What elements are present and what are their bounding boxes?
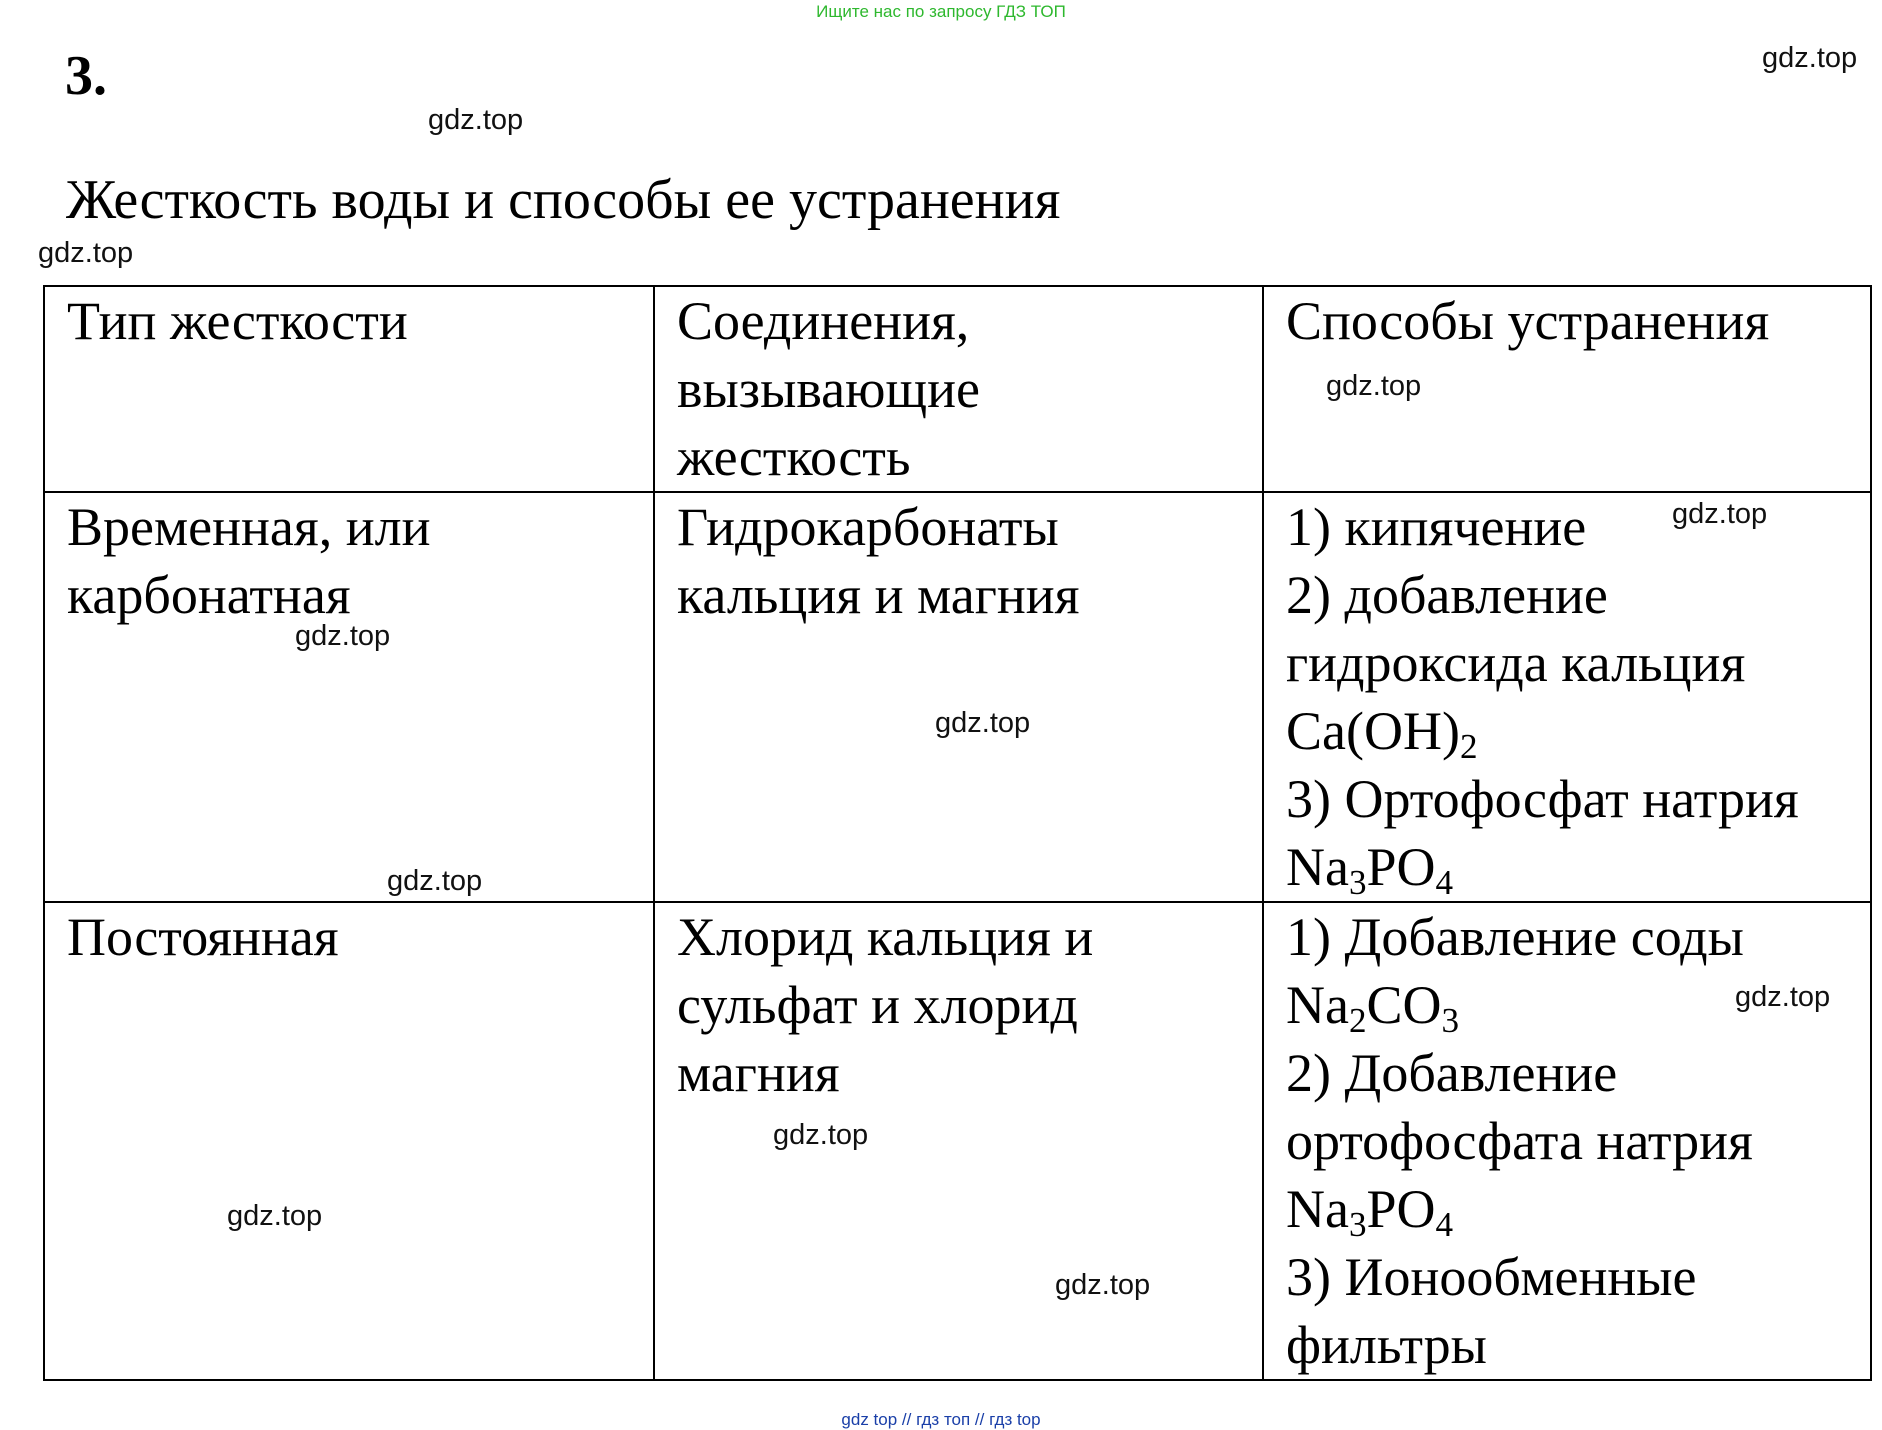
formula-part: CO — [1366, 975, 1442, 1035]
header-type-label: Тип жесткости — [67, 291, 408, 351]
watermark: gdz.top — [428, 104, 524, 136]
cell-methods — [1263, 492, 1871, 902]
formula-subscript: 4 — [1435, 862, 1454, 902]
watermark: gdz.top — [227, 1200, 323, 1232]
task-number: 3. — [65, 45, 107, 107]
formula-subscript: 2 — [1459, 726, 1478, 766]
method-line: гидроксида кальция — [1286, 633, 1746, 693]
method-line: 3) Ортофосфат натрия — [1286, 769, 1799, 829]
cell-compounds — [654, 902, 1263, 1380]
compounds-line: Гидрокарбонаты — [677, 497, 1059, 557]
formula-part: Na — [1286, 975, 1349, 1035]
table-row — [44, 492, 1871, 902]
watermark: gdz.top — [935, 707, 1031, 739]
watermark: gdz.top — [773, 1119, 869, 1151]
header-cell-compounds — [654, 286, 1263, 492]
formula-subscript: 3 — [1348, 862, 1367, 902]
watermark: gdz.top — [295, 620, 391, 652]
header-cell-type — [44, 286, 654, 492]
type-line: Постоянная — [67, 907, 339, 967]
header-compounds-line: вызывающие — [677, 359, 980, 419]
type-line: Временная, или — [67, 497, 431, 557]
header-compounds-line: Соединения, — [677, 291, 970, 351]
watermark: gdz.top — [38, 237, 134, 269]
method-line: ортофосфата натрия — [1286, 1111, 1753, 1171]
type-line: карбонатная — [67, 565, 351, 625]
watermark: gdz.top — [1762, 42, 1858, 74]
formula-subscript: 3 — [1348, 1204, 1367, 1244]
formula-line — [1286, 1175, 1860, 1243]
method-line: фильтры — [1286, 1315, 1487, 1375]
watermark: gdz.top — [1672, 498, 1768, 530]
table-header-row — [44, 286, 1871, 492]
formula-line — [1286, 833, 1860, 901]
method-line: 2) добавление — [1286, 565, 1608, 625]
formula-part: PO — [1366, 1179, 1436, 1239]
formula-subscript: 2 — [1348, 1000, 1367, 1040]
formula-part: Na — [1286, 837, 1349, 897]
cell-type — [44, 902, 654, 1380]
method-line: 1) кипячение — [1286, 497, 1587, 557]
page-title: Жесткость воды и способы ее устранения — [66, 169, 1061, 231]
formula-subscript: 3 — [1441, 1000, 1460, 1040]
compounds-line: кальция и магния — [677, 565, 1080, 625]
watermark: gdz.top — [1735, 981, 1831, 1013]
watermark: gdz.top — [387, 865, 483, 897]
watermark: gdz.top — [1055, 1269, 1151, 1301]
watermark: gdz.top — [1326, 370, 1422, 402]
method-line: 3) Ионообменные — [1286, 1247, 1697, 1307]
formula-part: PO — [1366, 837, 1436, 897]
cell-compounds — [654, 492, 1263, 902]
cell-type — [44, 492, 654, 902]
formula-part: Ca(OH) — [1286, 701, 1460, 761]
method-line: 2) Добавление — [1286, 1043, 1618, 1103]
compounds-line: Хлорид кальция и — [677, 907, 1094, 967]
compounds-line: сульфат и хлорид — [677, 975, 1078, 1035]
table-row — [44, 902, 1871, 1380]
formula-line — [1286, 697, 1860, 765]
formula-subscript: 4 — [1435, 1204, 1454, 1244]
formula-part: Na — [1286, 1179, 1349, 1239]
method-line: 1) Добавление соды — [1286, 907, 1744, 967]
compounds-line: магния — [677, 1043, 840, 1103]
header-compounds-line: жесткость — [677, 427, 911, 487]
footer-links[interactable]: gdz top // гдз топ // гдз top — [841, 1410, 1041, 1429]
top-banner[interactable]: Ищите нас по запросу ГДЗ ТОП — [816, 2, 1066, 21]
cell-methods — [1263, 902, 1871, 1380]
header-methods-label: Способы устранения — [1286, 291, 1770, 351]
